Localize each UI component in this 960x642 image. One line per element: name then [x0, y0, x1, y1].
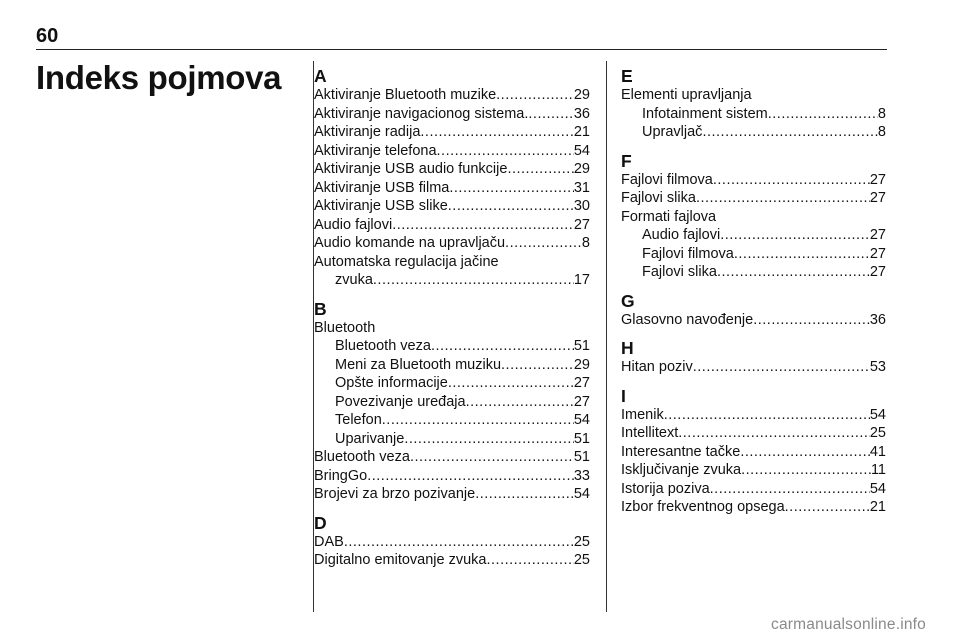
entry-text: Glasovno navođenje: [621, 311, 754, 328]
section-letter: E: [621, 66, 633, 86]
index-subentry: [314, 356, 590, 375]
index-entry: [314, 467, 590, 486]
index-entry: [314, 197, 590, 216]
entry-page: 11: [870, 462, 886, 478]
entry-page: 21: [573, 124, 590, 140]
index-entry: [621, 406, 886, 425]
index-entry: [621, 498, 886, 517]
index-entry: [314, 533, 590, 552]
section-a: [314, 66, 590, 290]
entry-page: 27: [573, 393, 590, 410]
entry-page: 29: [573, 161, 590, 177]
index-entry: [314, 179, 590, 198]
index-subentry: [621, 123, 886, 142]
entry-text: Audio fajlovi: [314, 216, 393, 233]
index-entry: [314, 123, 590, 142]
index-entry: [314, 234, 590, 253]
entry-text: Aktiviranje USB slike: [314, 198, 448, 214]
entry-text: Audio komande na upravljaču: [314, 235, 506, 251]
entry-text: Aktiviranje USB audio funkcije: [314, 161, 508, 177]
index-entry-head: Formati fajlova: [621, 208, 717, 225]
index-entry-head: Bluetooth: [314, 319, 376, 336]
index-entry: [621, 424, 886, 443]
section-letter: B: [314, 298, 327, 319]
index-entry: [621, 311, 886, 330]
index-subentry: [314, 374, 590, 393]
entry-page: 8: [877, 124, 886, 140]
entry-text: Aktiviranje navigacionog sistema.: [314, 105, 529, 122]
index-entry: [314, 86, 590, 105]
section-letter: F: [621, 150, 632, 171]
entry-page: 54: [573, 412, 590, 428]
entry-page: 27: [869, 227, 886, 243]
column-divider-right: [606, 61, 607, 612]
entry-page: 54: [869, 480, 886, 497]
entry-page: 25: [573, 552, 590, 568]
entry-text: Aktiviranje radija: [314, 124, 421, 140]
section-letter: D: [314, 512, 327, 533]
header-rule: [36, 49, 887, 50]
index-subentry: [314, 337, 590, 356]
entry-page: 54: [869, 406, 886, 423]
index-subentry: [621, 226, 886, 245]
section-g: [621, 291, 886, 330]
index-column-2: [621, 66, 886, 526]
entry-page: 41: [869, 443, 886, 460]
section-d: [314, 513, 590, 570]
entry-text: Izbor frekventnog opsega: [621, 499, 785, 515]
index-entry: [621, 189, 886, 208]
entry-page: 25: [869, 425, 886, 441]
entry-page: 29: [573, 356, 590, 373]
index-entry: [621, 171, 886, 190]
entry-page: 25: [573, 533, 590, 550]
entry-text: Brojevi za brzo pozivanje: [314, 486, 476, 502]
entry-page: 21: [869, 499, 886, 515]
page-number: 60: [36, 25, 59, 47]
entry-page: 27: [573, 216, 590, 233]
section-e: [621, 66, 886, 142]
index-subentry: [314, 393, 590, 412]
index-entry: [314, 448, 590, 467]
section-i: [621, 386, 886, 517]
section-h: [621, 338, 886, 377]
index-entry: [621, 461, 886, 480]
entry-page: 51: [573, 338, 590, 354]
index-entry: [314, 160, 590, 179]
entry-text: Istorija poziva: [621, 480, 710, 497]
section-b: [314, 299, 590, 504]
entry-page: 27: [573, 375, 590, 391]
entry-page: 27: [869, 190, 886, 206]
entry-text: BringGo: [314, 467, 368, 484]
entry-page: 36: [573, 105, 590, 122]
entry-text: Aktiviranje telefona: [314, 142, 437, 159]
entry-text: Infotainment sistem: [642, 105, 768, 122]
entry-page: 30: [573, 198, 590, 214]
watermark-link[interactable]: carmanualsonline.info: [771, 616, 926, 633]
index-entry-continuation: [314, 271, 590, 290]
entry-text: Audio fajlovi: [642, 227, 721, 243]
index-subentry: [621, 245, 886, 264]
entry-page: 8: [877, 105, 886, 122]
index-subentry: [314, 430, 590, 449]
entry-text: Fajlovi filmova: [621, 171, 713, 188]
index-entry: [621, 443, 886, 462]
entry-page: 27: [869, 171, 886, 188]
section-letter: G: [621, 290, 635, 311]
entry-text: Isključivanje zvuka: [621, 462, 742, 478]
index-subentry: [621, 263, 886, 282]
entry-page: 53: [869, 359, 886, 375]
entry-page: 51: [573, 449, 590, 465]
entry-text: Bluetooth veza: [314, 449, 410, 465]
section-letter: H: [621, 338, 634, 358]
entry-text: Interesantne tačke: [621, 443, 741, 460]
entry-text: Povezivanje uređaja: [335, 393, 466, 410]
index-entry: [314, 216, 590, 235]
page-title: Indeks pojmova: [36, 59, 282, 96]
index-entry: [314, 551, 590, 570]
entry-text: Fajlovi filmova: [642, 245, 734, 262]
index-subentry: [314, 411, 590, 430]
entry-text: Digitalno emitovanje zvuka: [314, 552, 487, 568]
entry-page: 54: [573, 142, 590, 159]
section-f: [621, 151, 886, 282]
entry-page: 51: [573, 430, 590, 447]
entry-text: Telefon: [335, 412, 382, 428]
entry-page: 27: [869, 264, 886, 280]
entry-text: Meni za Bluetooth muziku: [335, 356, 502, 373]
entry-text: Opšte informacije: [335, 375, 448, 391]
section-letter: I: [621, 385, 626, 406]
entry-text: Fajlovi slika: [642, 264, 717, 280]
entry-page: 54: [573, 486, 590, 502]
entry-text: Aktiviranje Bluetooth muzike: [314, 87, 497, 103]
entry-text: Upravljač: [642, 124, 703, 140]
index-entry-head: Automatska regulacija jačine: [314, 253, 499, 270]
index-entry: [314, 105, 590, 124]
entry-text: Imenik: [621, 406, 664, 423]
index-entry: [314, 142, 590, 161]
index-column-1: [314, 66, 590, 579]
entry-page: 33: [573, 467, 590, 484]
entry-text: Aktiviranje USB filma: [314, 179, 450, 196]
entry-text: Bluetooth veza: [335, 338, 431, 354]
entry-text: Fajlovi slika: [621, 190, 696, 206]
entry-page: 8: [581, 235, 590, 251]
index-entry: [621, 480, 886, 499]
entry-page: 17: [573, 272, 590, 288]
entry-page: 29: [573, 87, 590, 103]
entry-text: DAB: [314, 533, 344, 550]
entry-text: Uparivanje: [335, 430, 405, 447]
index-entry: [314, 485, 590, 504]
entry-text: zvuka: [335, 272, 373, 288]
entry-page: 36: [869, 311, 886, 328]
section-letter: A: [314, 66, 327, 86]
index-subentry: [621, 105, 886, 124]
index-entry-head: Elementi upravljanja: [621, 87, 752, 103]
entry-page: 31: [573, 179, 590, 196]
index-entry: [621, 358, 886, 377]
entry-text: Hitan poziv: [621, 359, 693, 375]
entry-page: 27: [869, 245, 886, 262]
entry-text: Intellitext: [621, 425, 679, 441]
